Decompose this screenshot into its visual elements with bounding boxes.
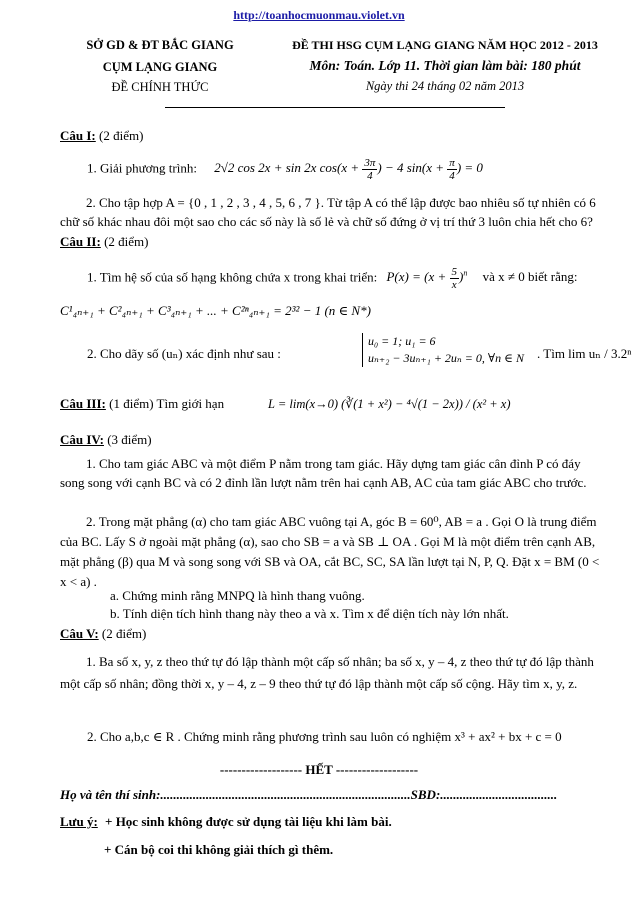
q5-heading bbox=[60, 625, 146, 643]
header-divider bbox=[165, 107, 505, 108]
q4-item-b: b. Tính diện tích hình thang này theo a và x. Tìm x để diện tích này lớn nhất. bbox=[110, 606, 509, 621]
q1-part2: 2. Cho tập hợp A = {0 , 1 , 2 , 3 , 4 , 5, 6 , 7 }. Từ tập A có thể lập được bao nhiêu số tự nhiên có 6 chữ số khác nhau đôi một sao cho các số này là số lẻ và chữ số đứng ở vị trí thứ 3 luôn chia hết cho 6? bbox=[60, 195, 596, 229]
q2-limit: . Tìm lim uₙ / 3.2ⁿ bbox=[537, 346, 632, 361]
q2-part2 bbox=[87, 345, 281, 363]
q2-part1 bbox=[87, 265, 577, 291]
q4-points: (3 điểm) bbox=[107, 432, 152, 447]
source-url[interactable]: http://toanhocmuonmau.violet.vn bbox=[233, 8, 405, 22]
q2-p2-prefix: 2. Cho dãy số (uₙ) xác định như sau : bbox=[87, 346, 281, 361]
cluster-name: CỤM LẠNG GIANG bbox=[102, 60, 218, 74]
exam-date: Ngày thi 24 tháng 02 năm 2013 bbox=[365, 79, 525, 93]
subject-line: Môn: Toán. Lớp 11. Thời gian làm bài: 180 phút bbox=[309, 58, 581, 73]
q5-points: (2 điểm) bbox=[101, 626, 147, 641]
q4-item-a: a. Chứng minh rằng MNPQ là hình thang vuông. bbox=[110, 588, 365, 603]
q1-title: Câu I: bbox=[60, 128, 96, 143]
end-marker: ------------------- HẾT ------------------- bbox=[219, 762, 419, 777]
candidate-info-line: Họ và tên thí sinh:.............................................................................SBD:.................................... bbox=[60, 787, 558, 802]
q2-system-line1: u₀ = 1; u₁ = 6 bbox=[368, 334, 436, 348]
note-1: + Học sinh không được sử dụng tài liệu khi làm bài. bbox=[105, 814, 392, 829]
q4-title: Câu IV: bbox=[60, 432, 104, 447]
q3-title: Câu III: bbox=[60, 396, 106, 411]
q5-part2: 2. Cho a,b,c ∈ R . Chứng minh rằng phương trình sau luôn có nghiệm x³ + ax² + bx + c = 0 bbox=[87, 729, 562, 744]
q2-points: (2 điểm) bbox=[104, 234, 149, 249]
q2-p1-prefix: 1. Tìm hệ số của số hạng không chứa x trong khai triển: bbox=[87, 269, 378, 285]
official-label: ĐỀ CHÍNH THỨC bbox=[111, 80, 209, 94]
q2-expansion: P(x) = (x + $\frac{5}{x}$ )$^n$ bbox=[386, 265, 468, 291]
q5-title: Câu V: bbox=[60, 626, 99, 641]
q2-p1-tail: và x ≠ 0 biết rằng: bbox=[482, 269, 578, 285]
q2-system bbox=[362, 333, 524, 367]
q4-part2: 2. Trong mặt phẳng (α) cho tam giác ABC vuông tại A, góc B = 60⁰, AB = a . Gọi O là trung điểm của BC. Lấy S ở ngoài mặt phẳng (α), sao cho SB = a và SB ⊥ OA . Gọi M là một điểm trên cạnh AB, mặt phẳng (β) qua M và song song với SB và OA, cắt BC, SC, SA lần lượt tại N, P, Q. Đặt x = BM (0 < x < a) . bbox=[60, 514, 600, 589]
exam-title: ĐỀ THI HSG CỤM LẠNG GIANG NĂM HỌC 2012 - 2013 bbox=[292, 38, 598, 52]
note-label: Lưu ý: bbox=[60, 814, 98, 829]
q1-equation: 2√2 cos 2x + sin 2x cos(x + $\frac{3\pi}{4}$ ) − 4 sin(x + $\frac{\pi}{4}$ ) = 0 bbox=[214, 157, 483, 182]
q3-formula: L = lim(x→0) (∛(1 + x²) − ⁴√(1 − 2x)) / (x² + x) bbox=[268, 397, 511, 411]
q1-heading bbox=[60, 127, 143, 145]
q2-heading bbox=[60, 233, 148, 251]
q3-text: (1 điểm) Tìm giới hạn bbox=[109, 396, 225, 411]
q2-title: Câu II: bbox=[60, 234, 101, 249]
q1-part1 bbox=[87, 157, 483, 182]
q4-part1: 1. Cho tam giác ABC và một điểm P nằm trong tam giác. Hãy dựng tam giác cân đỉnh P có đáy song song với cạnh BC và có 2 đỉnh lần lượt nằm trên hai cạnh AB, AC của tam giác ABC cho trước. bbox=[60, 456, 587, 490]
q2-system-line2: uₙ₊₂ − 3uₙ₊₁ + 2uₙ = 0, ∀n ∈ N bbox=[368, 351, 525, 365]
department-name: SỞ GD & ĐT BẮC GIANG bbox=[86, 38, 234, 52]
q1-p1-prefix: 1. Giải phương trình: bbox=[87, 160, 197, 176]
q2-condition: C¹₄ₙ₊₁ + C²₄ₙ₊₁ + C³₄ₙ₊₁ + ... + C²ⁿ₄ₙ₊₁ = 2³² − 1 (n ∈ N*) bbox=[60, 303, 371, 318]
q3-line bbox=[60, 395, 224, 413]
q1-points: (2 điểm) bbox=[99, 128, 144, 143]
note-2: + Cán bộ coi thi không giải thích gì thêm. bbox=[104, 842, 334, 857]
note-line-1 bbox=[60, 814, 392, 830]
q5-part1: 1. Ba số x, y, z theo thứ tự đó lập thành một cấp số nhân; ba số x, y – 4, z theo thứ tự đó lập thành một cấp số nhân; đồng thời x, y – 4, z – 9 theo thứ tự đó lập thành một cấp số cộng. Hãy tìm x, y, z. bbox=[60, 654, 594, 691]
q4-heading bbox=[60, 431, 152, 449]
